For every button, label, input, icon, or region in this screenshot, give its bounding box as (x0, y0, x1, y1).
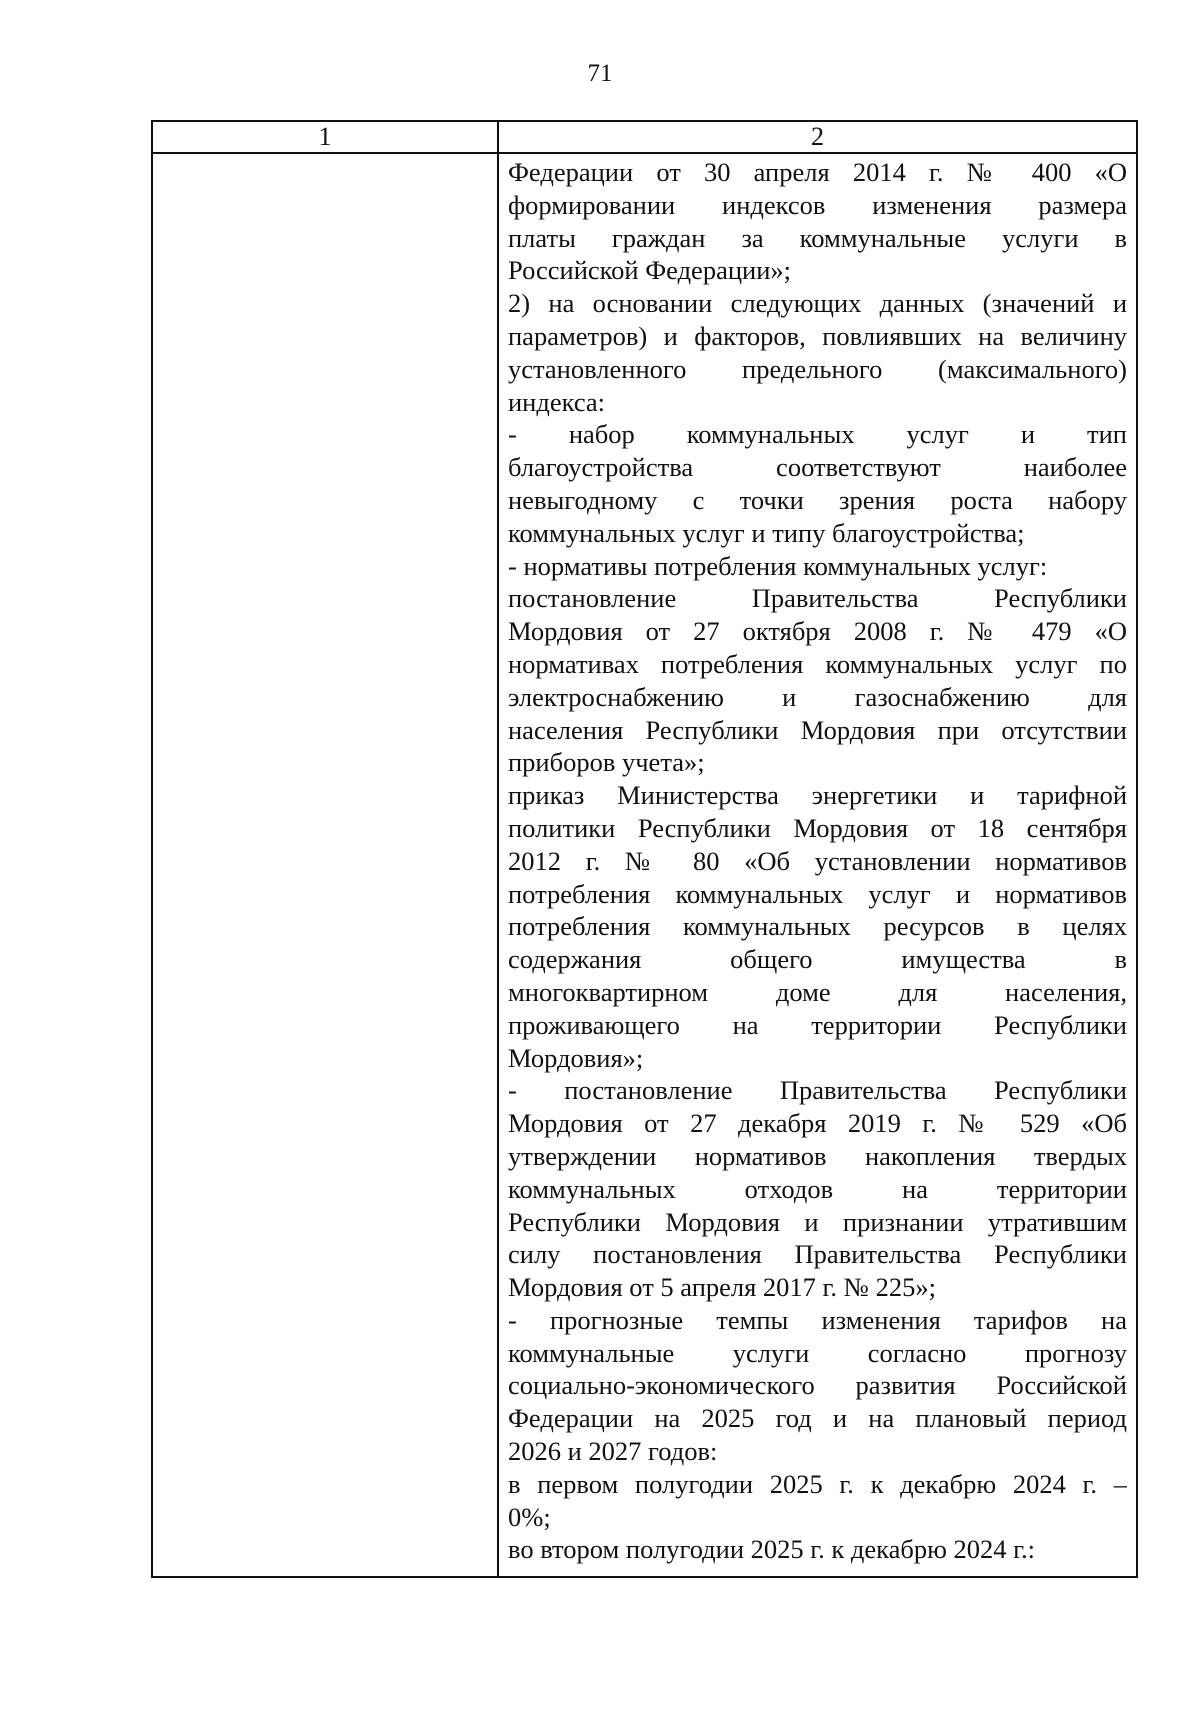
table-row (152, 153, 1137, 1577)
table-cell-col2 (498, 153, 1137, 1577)
text-line: - постановление Правительства Республики (508, 1075, 1127, 1106)
text-line: - прогнозные темпы изменения тарифов на (508, 1304, 1127, 1335)
text-line: утверждении нормативов накопления твердых (508, 1140, 1127, 1171)
text-line: нормативах потребления коммунальных услуг по (508, 648, 1127, 679)
text-line: силу постановления Правительства Республики (508, 1239, 1127, 1270)
text-line: благоустройства соответствуют наиболее (508, 452, 1127, 483)
text-line: постановление Правительства Республики (508, 583, 1127, 614)
text-line: содержания общего имущества в (508, 944, 1127, 975)
text-line: формировании индексов изменения размера (508, 189, 1127, 220)
text-line: платы граждан за коммунальные услуги в (508, 222, 1127, 253)
text-line: коммунальные услуги согласно прогнозу (508, 1337, 1127, 1368)
text-line: установленного предельного (максимального) (508, 353, 1127, 384)
text-line: электроснабжению и газоснабжению для (508, 681, 1127, 712)
text-line: параметров) и факторов, повлиявших на величину (508, 320, 1127, 351)
text-line: Российской Федерации»; (508, 255, 791, 286)
column-header-1: 1 (152, 121, 498, 153)
text-line: коммунальных услуг и типу благоустройства; (508, 517, 1025, 548)
text-line: потребления коммунальных ресурсов в целях (508, 911, 1127, 942)
text-line: многоквартирном доме для населения, (508, 976, 1127, 1007)
text-line: 2012 г. № 80 «Об установлении нормативов (508, 845, 1127, 876)
text-line: Республики Мордовия и признании утратившим (508, 1206, 1127, 1237)
text-line: Мордовия»; (508, 1042, 644, 1073)
table-cell-col1 (152, 153, 498, 1577)
text-line: социально-экономического развития Российской (508, 1370, 1127, 1401)
text-line: во втором полугодии 2025 г. к декабрю 2024 г.: (508, 1534, 1036, 1565)
text-line: проживающего на территории Республики (508, 1009, 1127, 1040)
text-line: 2) на основании следующих данных (значений и (508, 288, 1127, 319)
column-header-2: 2 (498, 121, 1137, 153)
table-header-row (152, 121, 1137, 153)
text-line: потребления коммунальных услуг и нормативов (508, 878, 1127, 909)
text-line: 2026 и 2027 годов: (508, 1436, 718, 1467)
text-line: невыгодному с точки зрения роста набору (508, 484, 1127, 515)
text-line: Федерации от 30 апреля 2014 г. № 400 «О (508, 157, 1127, 187)
text-line: в первом полугодии 2025 г. к декабрю 2024 г. – (508, 1468, 1127, 1499)
page-number: 71 (587, 60, 613, 87)
text-line: коммунальных отходов на территории (508, 1173, 1127, 1204)
text-line: индекса: (508, 386, 606, 417)
text-line: Мордовия от 5 апреля 2017 г. № 225»; (508, 1272, 936, 1303)
text-line: населения Республики Мордовия при отсутствии (508, 714, 1127, 745)
text-line: 0%; (508, 1501, 551, 1532)
text-line: - нормативы потребления коммунальных услуг: (508, 550, 1048, 581)
document-table (151, 120, 1138, 1578)
text-line: Федерации на 2025 год и на плановый период (508, 1403, 1127, 1434)
text-line: Мордовия от 27 декабря 2019 г. № 529 «Об (508, 1108, 1127, 1139)
text-line: приказ Министерства энергетики и тарифной (508, 780, 1127, 811)
text-line: политики Республики Мордовия от 18 сентября (508, 812, 1127, 843)
text-line: - набор коммунальных услуг и тип (508, 419, 1127, 450)
text-line: Мордовия от 27 октября 2008 г. № 479 «О (508, 616, 1127, 647)
cell-text-block (499, 154, 1136, 1566)
text-line: приборов учета»; (508, 747, 705, 778)
